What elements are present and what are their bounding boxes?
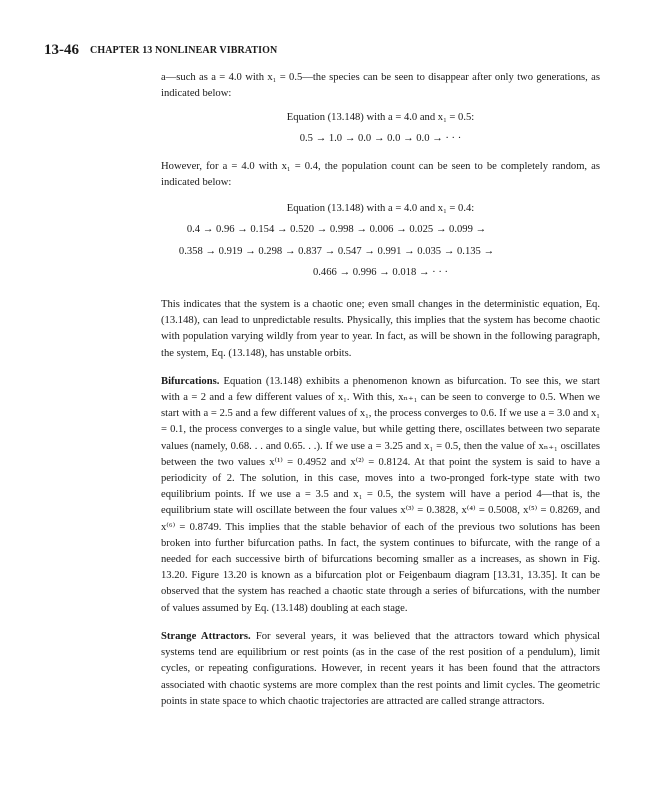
paragraph-text: For several years, it was believed that the attractors toward which physical systems tend are equilibrium or rest points (as in the case of the rest position of a pendulum), limit cycles, or repeating configurations. However, in recent years it has been found that the attractors associated with chaotic systems are more complex than the rest points and limit cycles. The geometric points in state space to which chaotic trajectories are attracted are called strange attractors. <box>161 630 600 707</box>
chapter-title: CHAPTER 13 NONLINEAR VIBRATION <box>90 45 278 56</box>
sequence-line: 0.5 → 1.0 → 0.0 → 0.0 → 0.0 → · · · <box>299 132 462 144</box>
paragraph-text: Equation (13.148) exhibits a phenomenon known as bifurcation. To see this, we start with a = 2 and a few different values of x₁. With this, xₙ₊₁ can be seen to converge to 0.5. When we start with a = 2.5 and a few different values of x₁, the process converges to 0.6. If we use a = 3.0 and x₁ = 0.1, the process converges to a single value, but while getting there, oscillates between two separate values (namely, 0.68. . . and 0.65. . .). If we use a = 3.25 and x₁ = 0.5, then the value of xₙ₊₁ oscillates between the two values x⁽¹⁾ = 0.4952 and x⁽²⁾ = 0.8124. At that point the system is said to have a periodicity of 2. The solution, in this case, moves into a two-pronged fork-type state with two equilibrium points. If we use a = 3.5 and x₁ = 0.5, the system will have a period 4—that is, the equilibrium state will oscillate between the four values x⁽³⁾ = 0.3828, x⁽⁴⁾ = 0.5008, x⁽⁵⁾ = 0.8269, and x⁽⁶⁾ = 0.8749. This implies that the stable behavior of each of the previous two solutions has been broken into further bifurcation paths. In fact, the system continues to bifurcate, with the range of a needed for each successive birth of bifurcations becoming smaller as a increases, as shown in Fig. 13.20. Figure 13.20 is known as a bifurcation plot or Feigenbaum diagram [13.31, 13.35]. It can be observed that the system has reached a chaotic state through a series of bifurcations, with the number of values assumed by Eq. (13.148) doubling at each stage. <box>161 375 600 614</box>
equation-caption-2: Equation (13.148) with a = 4.0 and x₁ = 0.4: <box>286 203 475 215</box>
page-body <box>161 70 600 710</box>
sequence-line: 0.4 → 0.96 → 0.154 → 0.520 → 0.998 → 0.006 → 0.025 → 0.099 → <box>186 224 487 236</box>
paragraph-chaotic: This indicates that the system is a chaotic one; even small changes in the deterministic equation, Eq. (13.148), can lead to unpredictable results. Physically, this implies that the system has become chaotic with population varying wildly from year to year. In fact, as will be shown in the following paragraph, the system, Eq. (13.148), has unstable orbits. <box>161 299 600 359</box>
paragraph-random: However, for a = 4.0 with x₁ = 0.4, the population count can be seen to be completely random, as indicated below: <box>161 160 600 189</box>
section-heading: Bifurcations. <box>161 375 220 387</box>
equation-caption-1: Equation (13.148) with a = 4.0 and x₁ = 0.5: <box>286 112 475 124</box>
section-heading: Strange Attractors. <box>161 630 251 642</box>
paragraph-intro: a—such as a = 4.0 with x₁ = 0.5—the species can be seen to disappear after only two generations, as indicated below: <box>161 72 600 100</box>
page-number: 13-46 <box>44 42 79 58</box>
paragraph-strange-attractors <box>161 629 600 710</box>
paragraph-bifurcations <box>161 374 600 617</box>
sequence-line: 0.358 → 0.919 → 0.298 → 0.837 → 0.547 → 0.991 → 0.035 → 0.135 → <box>178 245 495 257</box>
sequence-line: 0.466 → 0.996 → 0.018 → · · · <box>312 266 449 278</box>
running-header <box>44 42 604 58</box>
